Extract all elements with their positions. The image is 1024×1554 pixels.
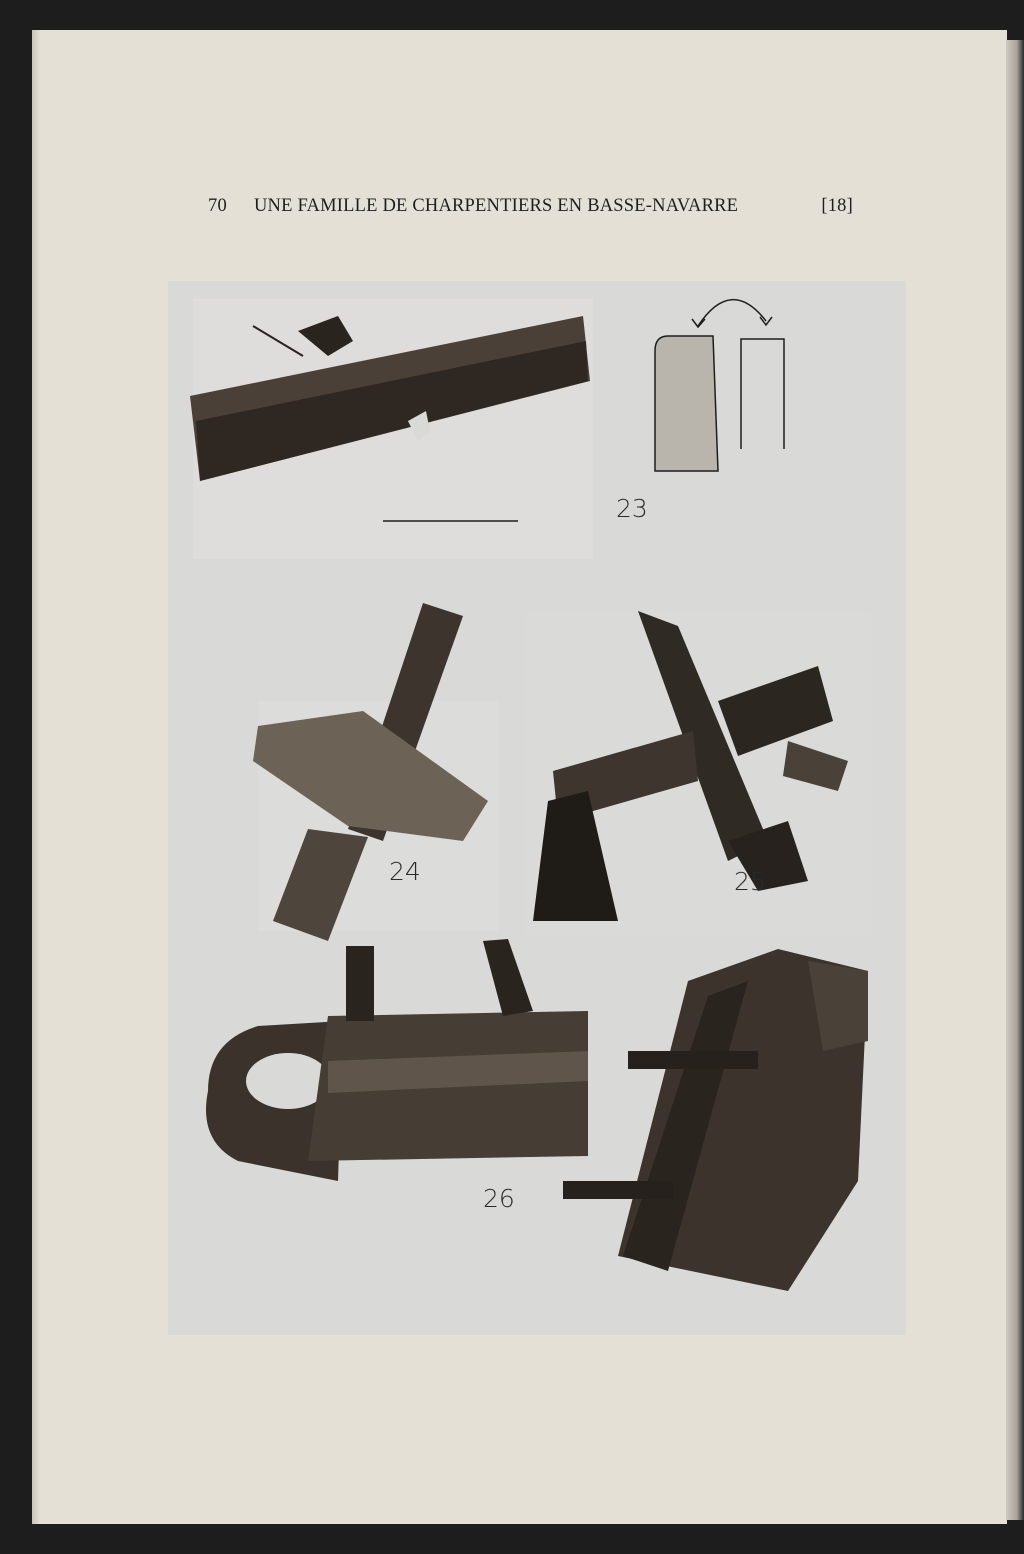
plate-photographs bbox=[168, 281, 906, 1335]
running-title: UNE FAMILLE DE CHARPENTIERS EN BASSE-NAVARRE bbox=[254, 196, 739, 216]
page-gutter bbox=[32, 30, 40, 1524]
rabot-icon bbox=[190, 299, 593, 559]
running-head bbox=[208, 196, 853, 222]
figure-label-26: 26 bbox=[483, 1184, 515, 1213]
photo-plate bbox=[168, 281, 906, 1335]
figure-label-24: 24 bbox=[389, 857, 421, 886]
profile-sketch-icon bbox=[655, 300, 784, 471]
section-reference: [18] bbox=[821, 196, 853, 216]
trusquin-double-icon bbox=[526, 611, 871, 936]
trusquin-icon bbox=[253, 603, 498, 941]
page-number: 70 bbox=[208, 196, 227, 216]
figure-label-25: 25 bbox=[734, 867, 766, 896]
figure-label-23: 23 bbox=[616, 494, 648, 523]
bouvet-icon bbox=[206, 939, 868, 1291]
page-edge bbox=[1006, 40, 1024, 1520]
